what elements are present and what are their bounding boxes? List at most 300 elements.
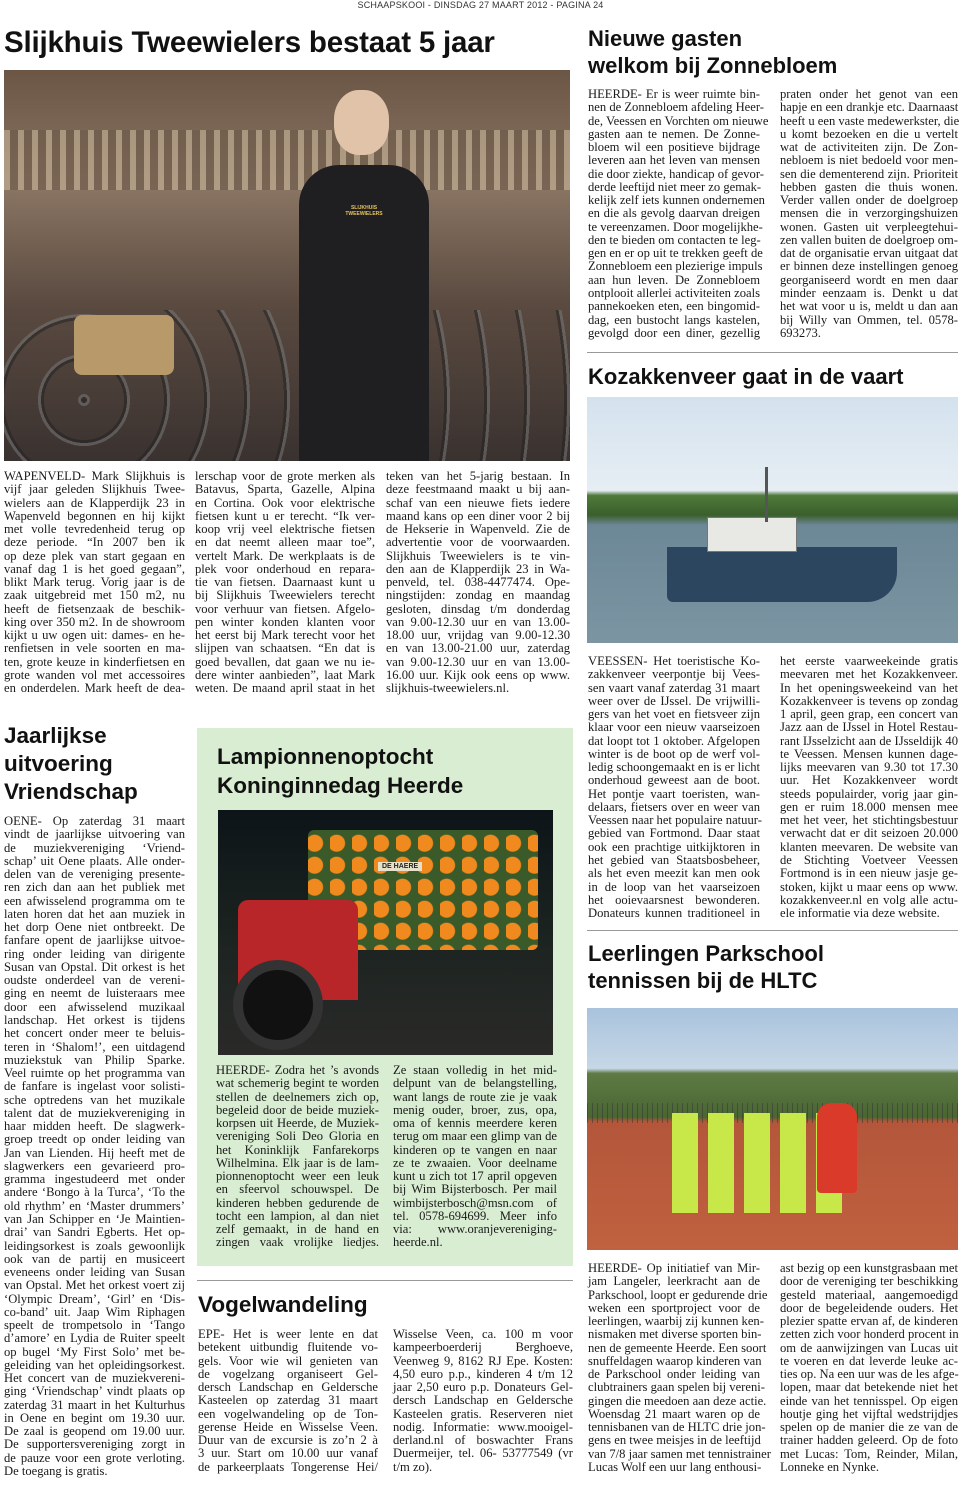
text-line: en sfeervol schouwspel. De	[216, 1182, 379, 1197]
text-line: dat loopt tot 1 oktober. Afgelopen	[588, 733, 760, 748]
photo-tennis	[587, 1008, 958, 1250]
text-line: er binnen deze instellingen genoeg	[780, 259, 958, 274]
text-line: nen de gemeente Heerde. Een soort	[588, 1340, 767, 1355]
text-line: te vereenzamen. Door mogelijkhe-	[588, 219, 763, 234]
text-line: lerschap voor de grote merken als	[195, 469, 375, 483]
text-line: nismaken met diverse sporten bin-	[588, 1327, 762, 1342]
text-line: Wisselse Veen, ca. 100 m voor	[393, 1327, 573, 1341]
text-line: zakkenveer veerpontje bij Vees-	[588, 667, 760, 682]
kozakkenveer-col-1	[588, 655, 760, 920]
text-line: leidingsorkest is zoals gewoonlijk	[4, 1238, 185, 1253]
text-line: de Hekserie in Wapenveld. Zie de	[386, 522, 570, 537]
lampionnen-col-1	[216, 1064, 379, 1250]
text-line: weken een sportproject voor de	[588, 1300, 760, 1315]
text-line: oudste onderdeel van de vereni-	[4, 973, 185, 988]
text-line: Het concert van de muziekvereni-	[4, 1371, 185, 1386]
ferry-cabin	[707, 517, 797, 552]
text-line: steeds populairder, vorig jaar gin-	[780, 786, 958, 801]
text-line: zetten zich voor honderd procent in	[780, 1327, 959, 1342]
text-line: d’amore’ en Lydia de Ruiter speelt	[4, 1331, 185, 1346]
text-line: Veessen naar het populaire natuur-	[588, 813, 762, 828]
text-line: gesloten, dinsdag t/m donderdag	[386, 601, 570, 616]
text-line: hebben gasten die thuis wonen.	[780, 179, 958, 194]
text-line: kozakkenveer.nl en volg alle actu-	[780, 892, 958, 907]
text-line: blikt Mark terug. Vorig jaar is de	[4, 575, 185, 590]
text-line: houtje ging het vijftal wedstrijdjes	[780, 1406, 958, 1421]
text-line: geleiding van het opleidingsorkest.	[4, 1357, 185, 1372]
photo-bike-shop	[4, 70, 570, 461]
headline-line: Leerlingen Parkschool	[588, 941, 824, 966]
text-line: de vogelzang organiseert Gel-	[198, 1366, 378, 1381]
vriendschap-col-1	[4, 815, 185, 1478]
text-line: oma of kennis meerdere keren	[393, 1116, 557, 1131]
headline-line: Jaarlijkse	[4, 723, 107, 748]
text-line: Veel ruimte op het programma van	[4, 1066, 185, 1081]
text-line: gerense Heide en Wisselse Veen.	[198, 1419, 378, 1434]
text-line: het wat voor u is, meldt u dan aan	[780, 299, 958, 314]
slijkhuis-col-1	[4, 470, 185, 696]
text-line: van 9.00-12.30 uur en van 13.00-	[386, 614, 570, 629]
divider	[587, 930, 958, 931]
text-line: gels. Voor wie wil genieten van	[198, 1353, 378, 1368]
text-line: schap’ uit Oene plaats. Alle onder-	[4, 853, 185, 868]
text-line: den aan de Klapperdijk 23 in Wa-	[386, 561, 570, 576]
text-line: deze periode. “In 2007 ben ik	[4, 535, 185, 550]
text-line: sen vaart vanaf zaterdag 31 maart	[588, 680, 760, 695]
text-line: plezier spatte ervan af, de kinderen	[780, 1314, 958, 1329]
text-line: wonen. Gasten uit verpleegtehui-	[780, 219, 958, 234]
text-line: te voeren en dat leverde leuke ac-	[780, 1353, 958, 1368]
person-body	[299, 165, 429, 461]
text-line: WAPENVELD- Mark Slijkhuis is	[4, 469, 185, 483]
text-line: gingen die meedoen aan deze actie.	[588, 1393, 767, 1408]
trainer	[817, 1103, 857, 1193]
text-line: begeleid door de beide muziek-	[216, 1102, 379, 1117]
text-line: gers van het voet en fietsveer zijn	[588, 707, 760, 722]
ferry-hull	[667, 547, 897, 602]
text-line: dere winter aanbieden”, laat Mark	[195, 667, 375, 682]
text-line: eveneens onder leiding van Susan	[4, 1265, 185, 1280]
divider	[587, 352, 958, 353]
text-line: t/m zo).	[393, 1459, 433, 1474]
text-line: delaars, fietsers over en weer van	[588, 799, 760, 814]
basket	[74, 315, 174, 375]
text-line: zingen vaak vrolijke liedjes.	[216, 1235, 379, 1250]
text-line: stellen de deelnemers zich op,	[216, 1089, 379, 1104]
zonnebloem-col-1	[588, 87, 769, 340]
text-line: delpunt van de belangstelling,	[393, 1076, 557, 1091]
text-line: kelijk zelf iets kunnen ondernemen	[588, 193, 765, 208]
text-line: zen vallen buiten de doelgroep om-	[780, 232, 958, 247]
text-line: de pauze voor een grote verloting.	[4, 1450, 185, 1465]
text-line: Parkschool, loopt er gedurende drie	[588, 1287, 768, 1302]
text-line: slagwerkers een gevarieerd pro-	[4, 1158, 185, 1173]
text-line: praten onder het genot van een	[780, 87, 958, 101]
text-line: Slijkhuis Tweewielers is te vin-	[386, 548, 570, 563]
text-line: het ooievaarsnest bewonderen.	[588, 892, 760, 907]
text-line: teren in ‘Shalom!’, een uitdagend	[4, 1039, 185, 1054]
text-line: u komt bezoeken en die u vertelt	[780, 126, 958, 141]
vogelwandeling-col-2	[393, 1328, 573, 1474]
headline-line: Vriendschap	[4, 779, 138, 804]
text-line: en die als gevolg daarvan dreigen	[588, 206, 760, 221]
text-line: deze feestmaand maakt u bij aan-	[386, 482, 570, 497]
photo-tractor-parade	[218, 810, 553, 1055]
text-line: door de begeleidende ouders. Het	[780, 1300, 958, 1315]
text-line: van Opstal. Met het orkest voert zij	[4, 1278, 185, 1293]
text-line: Batavus, Sparta, Gazelle, Alpina	[195, 482, 375, 497]
text-line: gen en er op uit te trekken geeft de	[588, 246, 763, 261]
slijkhuis-col-2	[195, 470, 375, 696]
text-line: Duur van de excursie is zo’n 2 à	[198, 1433, 378, 1448]
text-line: Lucas Wolf een uur lang enthousi-	[588, 1459, 762, 1474]
text-line: nodig. Informatie: www.mooigel-	[393, 1419, 573, 1434]
text-line: kunt u zich tot 17 april opgeven	[393, 1169, 557, 1184]
text-line: HEERDE- Op initiatief van Mir-	[588, 1261, 760, 1275]
text-line: lopen, maar dat betekende niet het	[780, 1380, 958, 1395]
text-line: snuffeldagen waarop kinderen van	[588, 1353, 762, 1368]
headline-line: welkom bij Zonnebloem	[588, 53, 838, 78]
text-line: penveld, tel. 038-4477474. Ope-	[386, 575, 570, 590]
text-line: gesteld materiaal, aangemoedigd	[780, 1287, 958, 1302]
text-line: kinderen hebben gedurende de	[216, 1195, 379, 1210]
text-line: vindt de jaarlijkse uitvoering van	[4, 827, 185, 842]
text-line: ging en neemt de luisteraars mee	[4, 986, 185, 1001]
text-line: nebloem is niet bedoeld voor men-	[780, 153, 958, 168]
text-line: heerde.nl.	[393, 1235, 443, 1250]
text-line: ook een prachtige uitkijktoren in	[588, 839, 760, 854]
text-line: jaar 2,50 euro p.p. Donateurs Gel-	[393, 1380, 573, 1395]
text-line: renfietsen in vele soorten en ma-	[4, 641, 185, 656]
text-line: en dat neemt alleen maar toe”,	[195, 535, 375, 550]
text-line: OENE- Op zaterdag 31 maart	[4, 814, 185, 828]
text-line: aan hun leven. De Zonnebloem	[588, 272, 760, 287]
text-line: kinderen op te vangen en naar	[393, 1142, 557, 1157]
text-line: de fanfare is ingelast voor solisti-	[4, 1079, 185, 1094]
headline-line: uitvoering	[4, 751, 113, 776]
headline-parkschool	[588, 940, 824, 994]
text-line: VEESSEN- Het toeristische Ko-	[588, 654, 760, 668]
text-line: meevaren met het Kozakkenveer.	[780, 667, 958, 682]
text-line: kampeerboerderij Berghoeve,	[393, 1340, 573, 1355]
text-line: haar midden heeft. De slagwerk-	[4, 1119, 185, 1134]
text-line: bij Wim Bijsterbosch. Per mail	[393, 1182, 557, 1197]
text-line: 16.00 uur. Kijk ook eens op www.	[386, 667, 570, 682]
parkschool-col-1	[588, 1261, 771, 1474]
text-line: Duermeijer, tel. 06- 53777549 (vr	[393, 1446, 573, 1461]
text-line: wat de activiteiten zijn. De Zon-	[780, 140, 958, 155]
text-line: een afwisselend programma om te	[4, 893, 185, 908]
text-line: ze te zwaaien. Voor deelname	[393, 1155, 557, 1170]
text-line: ren zich dan aan het publiek met	[4, 880, 185, 895]
text-line: De toegang is gratis.	[4, 1464, 108, 1479]
text-line: leveren aan het leven van mensen	[588, 153, 760, 168]
text-line: en van 13.00-21.00 uur, zaterdag	[386, 641, 570, 656]
text-line: gebied van Fortmond. Daar staat	[588, 826, 760, 841]
text-line: Susan van Opstal. Dit orkest is het	[4, 959, 185, 974]
text-line: den te bieden om contacten te leg-	[588, 232, 761, 247]
text-line: spelen op de manier die ze van de	[780, 1420, 958, 1435]
text-line: trainer hadden geleerd. Op de foto	[780, 1433, 958, 1448]
text-line: ontplooit allerlei activiteiten zoals	[588, 285, 760, 300]
text-line: te Veessen. Mensen kunnen dage-	[780, 746, 958, 761]
text-line: Het pontje vaart toeristen, wan-	[588, 786, 760, 801]
text-line: in de loop van het vaarseizoen	[588, 879, 760, 894]
text-line: stoken, kijkt u maar eens op www.	[780, 879, 958, 894]
text-line: Wapenveld begonnen en hij kijkt	[4, 508, 185, 523]
text-line: landschap. Het orkest is tijdens	[4, 1012, 185, 1027]
text-line: klanten meevaren. De website van	[780, 839, 958, 854]
text-line: kijkt u uw ogen uit: dames- en he-	[4, 628, 185, 643]
text-line: het dorp Oene niet ontbreekt. De	[4, 920, 185, 935]
text-line: king over 350 m2. In de showroom	[4, 614, 185, 629]
text-line: 18.00 uur, vrijdag van 9.00-12.30	[386, 628, 570, 643]
text-line: plek voor onderhoud en repara-	[195, 561, 375, 576]
text-line: heeft de fietsenzaak de beschik-	[4, 601, 185, 616]
text-line: andere ‘Bongo à la Turca’, ‘To the	[4, 1185, 185, 1200]
text-line: Donateurs kunnen traditioneel in	[588, 906, 760, 921]
text-line: georganiseerd wordt en men daar	[780, 272, 958, 287]
text-line: sen die dementerend zijn. Prioriteit	[780, 166, 958, 181]
headline-zonnebloem	[588, 25, 837, 79]
kozakkenveer-col-2	[780, 655, 958, 920]
text-line: advertentie voor de voorwaarden.	[386, 535, 570, 550]
text-line: ningstijden: zondag en maandag	[386, 588, 570, 603]
text-line: 4,50 euro p.p., kinderen 4 t/m 12	[393, 1366, 573, 1381]
divider	[197, 1280, 573, 1281]
text-line: Jazz aan de IJssel in Hotel Restau-	[780, 720, 958, 735]
headline-line: Koninginnedag Heerde	[217, 773, 464, 798]
text-line: gevolgd door een diner, gezellig	[588, 325, 760, 340]
wall-rack	[4, 130, 570, 190]
text-line: winter is de boot op de werf vol-	[588, 746, 760, 761]
text-line: schaf van een nieuwe fiets iedere	[386, 495, 570, 510]
slijkhuis-col-3	[386, 470, 570, 696]
text-line: Zonnebloem een plezierige impuls	[588, 259, 763, 274]
text-line: Kozakkenveer is tevens op zondag	[780, 693, 958, 708]
text-line: tennisbanen van de HLTC drie jon-	[588, 1420, 766, 1435]
headline-line: tennissen bij de HLTC	[588, 968, 818, 993]
text-line: bij Slijkhuis Tweewielers terecht	[195, 588, 375, 603]
zonnebloem-col-2	[780, 88, 958, 340]
text-line: en Cortina. Ook voor elektrische	[195, 495, 375, 510]
text-line: groep treedt op onder leiding van	[4, 1132, 185, 1147]
text-line: hapje en een drankje etc. Daarnaast	[780, 100, 959, 115]
text-line: heeft u een vaste medewerkster, die	[780, 113, 960, 128]
text-line: slijpen van schaatsen. “En dat is	[195, 641, 375, 656]
text-line: slijkhuis-tweewielers.nl.	[386, 681, 510, 696]
text-line: dersch Landschap en Geldersche	[198, 1380, 378, 1395]
text-line: maand kans op een diner voor 2 bij	[386, 508, 570, 523]
text-line: vereniging Soli Deo Gloria en	[216, 1129, 379, 1144]
text-line: Wilhelmina. Elk jaar is de lam-	[216, 1155, 379, 1170]
text-line: minder eenzaam is. Denkt u dat	[780, 285, 958, 300]
text-line: In het openingsweekeind van het	[780, 680, 958, 695]
text-line: Jan van Lienden. Hij heeft met de	[4, 1145, 185, 1160]
text-line: nen de Zonnebloem afdeling Heer-	[588, 100, 764, 115]
text-line: fietsen kunt u er terecht. “Ik ver-	[195, 508, 375, 523]
text-line: als het even meezit kan men ook	[588, 866, 760, 881]
text-line: want langs de route zie je vaak	[393, 1089, 557, 1104]
person-head	[334, 90, 389, 155]
text-line: HEERDE- Er is weer ruimte bin-	[588, 87, 760, 101]
text-line: die door ziekte, handicap of gevor-	[588, 166, 764, 181]
shirt-logo: SLIJKHUIS TWEEWIELERS	[345, 205, 383, 217]
text-line: tie van fietsen. Daarnaast kunt u	[195, 575, 375, 590]
text-line: gen er ruim 18.000 mensen mee	[780, 799, 958, 814]
photo-ferry	[587, 397, 958, 643]
text-line: door een afwisselend muzikaal	[4, 999, 185, 1014]
text-line: teken van het 5-jarig bestaan. In	[386, 469, 570, 483]
text-line: bloem wil een positieve bijdrage	[588, 140, 760, 155]
text-line: en onderdelen. Mark heeft de dea-	[4, 681, 185, 696]
text-line: EPE- Het is weer lente en dat	[198, 1327, 378, 1341]
text-line: weer over de IJssel. De vrijwilli-	[588, 693, 760, 708]
text-line: om de aanwijzingen van Lucas uit	[780, 1340, 958, 1355]
text-line: ook van de partij en musiceert	[4, 1251, 185, 1266]
text-line: De supportersvereniging zorgt in	[4, 1437, 185, 1452]
wagon-sign: DE HAERE	[378, 862, 422, 871]
text-line: De zaal is geopend om 19.00 uur.	[4, 1424, 185, 1439]
text-line: van 7/8 jaar samen met tennistrainer	[588, 1446, 771, 1461]
text-line: goed bevallen, dat gaan we nu ie-	[195, 654, 375, 669]
text-line: leerlingen, waarbij zij kunnen ken-	[588, 1314, 764, 1329]
text-line: derde leeftijd niet meer zo gemak-	[588, 179, 762, 194]
text-line: tocht een lampion, al dan niet	[216, 1208, 379, 1223]
text-line: Woensdag 21 maart waren op de	[588, 1406, 760, 1421]
text-line: wat schemerig begint te worden	[216, 1076, 379, 1091]
text-line: koop vrij veel elektrische fietsen	[195, 522, 375, 537]
text-line: wimbijsterbosch@msn.com of	[393, 1195, 557, 1210]
text-line: drai’ van Sandri Egberts. Het op-	[4, 1225, 185, 1240]
text-line: gramma ingestudeerd met onder	[4, 1172, 185, 1187]
text-line: de, Veessen en Vorchten om nieuwe	[588, 113, 769, 128]
text-line: dat de organisatie ervan uitgaat dat	[780, 246, 958, 261]
text-line: vijf jaar geleden Slijkhuis Twee-	[4, 482, 185, 497]
headline-slijkhuis: Slijkhuis Tweewielers bestaat 5 jaar	[4, 26, 495, 59]
text-line: HEERDE- Zodra het ’s avonds	[216, 1063, 379, 1077]
text-line: co-band’ uit. Jaap Wim Riphagen	[4, 1304, 185, 1319]
text-line: van 9.00-12.30 uur en van 13.00-	[386, 654, 570, 669]
text-line: Kasteelen op zaterdag 31 maart	[198, 1393, 378, 1408]
text-line: verwacht dat er dit seizoen 20.000	[780, 826, 958, 841]
vogelwandeling-col-1	[198, 1328, 378, 1474]
text-line: de parkeerplaats Tongerense Hei/	[198, 1459, 378, 1474]
text-line: met Lucas: Tom, Reinder, Milan,	[780, 1446, 958, 1461]
headline-kozakkenveer: Kozakkenveer gaat in de vaart	[588, 364, 904, 389]
text-line: Fortmond is in een nieuw jasje ge-	[780, 866, 958, 881]
text-line: het eerst bij Mark terecht voor het	[195, 628, 375, 643]
text-line: gasten aan te nemen. De Zonne-	[588, 126, 760, 141]
text-line: 1 april, geen grap, een concert van	[780, 707, 958, 722]
text-line: Veenweg 9, 8162 RJ Epe. Kosten:	[393, 1353, 573, 1368]
text-line: wielers aan de Klapperdijk 23 in	[4, 495, 185, 510]
ferry-mast	[765, 467, 768, 522]
text-line: ten, grote keuze in kinderfietsen en	[4, 654, 185, 669]
text-line: de Stichting Voetveer Veessen	[780, 852, 958, 867]
text-line: ledig schoongemaakt en is er licht	[588, 760, 760, 775]
headline-vriendschap	[4, 722, 138, 806]
text-line: via: www.oranjevereniging-	[393, 1222, 557, 1237]
lampionnen-col-2	[393, 1064, 557, 1250]
text-line: Lonneke en Nynke.	[780, 1459, 879, 1474]
text-line: 693273.	[780, 325, 821, 340]
headline-line: Lampionnenoptocht	[217, 744, 434, 769]
text-line: sche optredens van het muzikale	[4, 1092, 185, 1107]
text-line: einde van het tennisspel. Op eigen	[780, 1393, 958, 1408]
text-line: klaar voor een nieuw vaarseizoen	[588, 720, 760, 735]
text-line: pannekoeken eten, een bingomid-	[588, 299, 760, 314]
text-line: derland.nl of boswachter Frans	[393, 1433, 573, 1448]
text-line: pen winter konden klanten voor	[195, 614, 375, 629]
text-line: de Parkschool onder leiding van	[588, 1367, 760, 1382]
text-line: Verder vallen onder de doelgroep	[780, 193, 958, 208]
text-line: met volle tevredenheid terug op	[4, 522, 185, 537]
text-line: fanfare opent de jaarlijkse uitvoe-	[4, 933, 185, 948]
text-line: ties op. Na een uur was de les afge-	[780, 1367, 959, 1382]
text-line: zelf gemaakt, in de hand en	[216, 1222, 379, 1237]
text-line: een vogelwandeling op de Ton-	[198, 1406, 378, 1421]
text-line: bij Willy van Ommen, tel. 0578-	[780, 312, 958, 327]
text-line: ele informatie via deze website.	[780, 906, 940, 921]
text-line: talent dat de muziekvereniging in	[4, 1105, 185, 1120]
text-line: grote wanden vol met accessoires	[4, 667, 185, 682]
headline-vogelwandeling: Vogelwandeling	[198, 1292, 368, 1317]
text-line: met het veer, het stichtingsbestuur	[780, 813, 958, 828]
text-line: de muziekvereniging ‘Vriend-	[4, 840, 185, 855]
text-line: old rhythm’ en ‘Master drummers’	[4, 1198, 185, 1213]
text-line: ast bezig op een kunstgrasbaan met	[780, 1261, 959, 1275]
text-line: het Koninklijk Fanfarekorps	[216, 1142, 379, 1157]
text-line: vanaf dag 1 is het goed gegaan”,	[4, 561, 185, 576]
text-line: lijks meevaren van 9.30 tot 17.30	[780, 760, 958, 775]
text-line: ging ‘Vriendschap’ vindt plaats op	[4, 1384, 185, 1399]
text-line: gens en twee meisjes in de leeftijd	[588, 1433, 761, 1448]
text-line: mensen die in verzorgingshuizen	[780, 206, 958, 221]
text-line: menig ouder, broer, zus, opa,	[393, 1102, 557, 1117]
text-line: ring onder leiding van dirigente	[4, 946, 185, 961]
text-line: uur. Het Kozakkenveer wordt	[780, 773, 958, 788]
text-line: 3 uur. Start om 10.00 uur vanaf	[198, 1446, 378, 1461]
text-line: Ze staan volledig in het mid-	[393, 1063, 557, 1077]
text-line: korpsen uit Heerde, de Muziek-	[216, 1116, 379, 1131]
text-line: voor verhuur van fietsen. Afgelo-	[195, 601, 375, 616]
headline-lampionnen	[217, 742, 463, 800]
text-line: zaak uitgebreid met 150 m2, nu	[4, 588, 185, 603]
text-line: Kasteelen gratis. Reserveren niet	[393, 1406, 573, 1421]
text-line: terug om maar een glimp van de	[393, 1129, 557, 1144]
text-line: dersch Landschap en Geldersche	[393, 1393, 573, 1408]
text-line: dag, een bustocht langs kastelen,	[588, 312, 760, 327]
text-line: delen van de vereniging presente-	[4, 867, 185, 882]
headline-line: Nieuwe gasten	[588, 26, 743, 51]
text-line: ‘Olympic Dream’, ‘Girl’ en ‘Dis-	[4, 1291, 185, 1306]
text-line: muziekstuk van Philip Sparke.	[4, 1052, 185, 1067]
text-line: door de vereniging ter beschikking	[780, 1274, 958, 1289]
text-line: vertelt Mark. De werkplaats is de	[195, 548, 375, 563]
text-line: betekent uitbundig fluitende vo-	[198, 1340, 378, 1355]
tractor-wheel	[233, 960, 323, 1050]
text-line: jam Langeler, leerkracht aan de	[588, 1274, 760, 1289]
text-line: het eerste vaarweekeinde gratis	[780, 654, 958, 668]
text-line: clubtrainers gaan spelen bij vereni-	[588, 1380, 765, 1395]
text-line: het gebied van Staatsbosbeheer,	[588, 852, 760, 867]
text-line: zaterdag 31 maart in het Kulturhus	[4, 1397, 185, 1412]
text-line: het concert onder meer te beluis-	[4, 1026, 185, 1041]
text-line: in Oene en begint om 19.30 uur.	[4, 1410, 185, 1425]
text-line: laten horen dat het aan muziek in	[4, 906, 185, 921]
text-line: van Jan Schipper en ‘Je Maintien-	[4, 1211, 185, 1226]
